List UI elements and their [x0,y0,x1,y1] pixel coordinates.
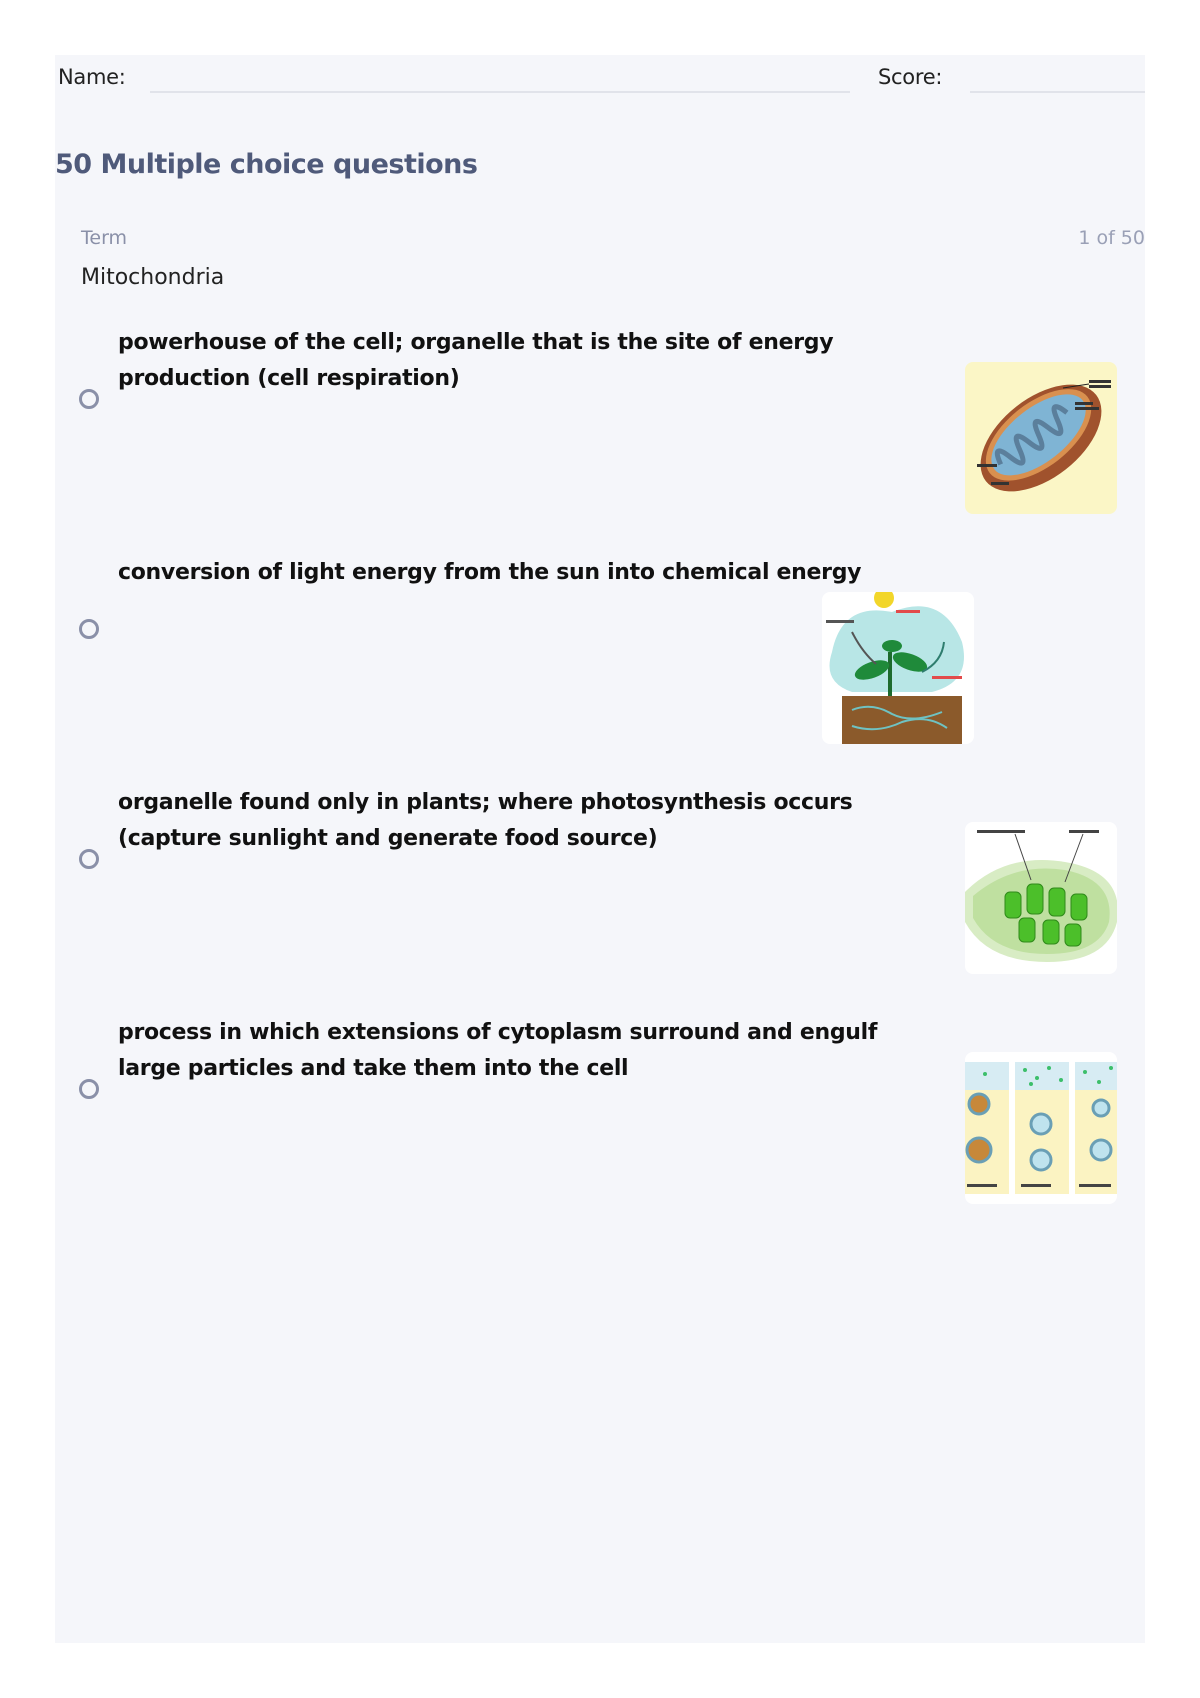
answer-option[interactable] [55,1015,1145,1215]
answer-option[interactable] [55,785,1145,985]
term-label: Term [81,227,128,249]
option-text: organelle found only in plants; where photosynthesis occurs (capture sunlight and generate food source) [118,790,853,851]
radio-button[interactable] [79,849,99,869]
answer-option[interactable] [55,555,1145,755]
radio-button[interactable] [79,619,99,639]
name-label: Name: [58,65,126,89]
mitochondrion-image [965,362,1117,514]
photosynthesis-image [822,592,974,744]
name-field[interactable] [150,91,850,93]
radio-button[interactable] [79,1079,99,1099]
page-title: 50 Multiple choice questions [55,149,478,180]
option-text: powerhouse of the cell; organelle that is the site of energy production (cell respiration) [118,330,834,391]
option-text: process in which extensions of cytoplasm surround and engulf large particles and take them into the cell [118,1020,878,1081]
chloroplast-image [965,822,1117,974]
score-field[interactable] [970,91,1145,93]
worksheet-page [55,55,1145,1643]
option-text: conversion of light energy from the sun into chemical energy [118,560,862,585]
question-counter: 1 of 50 [1078,227,1145,249]
endocytosis-image [965,1052,1117,1204]
answer-option[interactable] [55,325,1145,525]
term-text: Mitochondria [81,265,225,290]
score-label: Score: [878,65,943,89]
radio-button[interactable] [79,389,99,409]
